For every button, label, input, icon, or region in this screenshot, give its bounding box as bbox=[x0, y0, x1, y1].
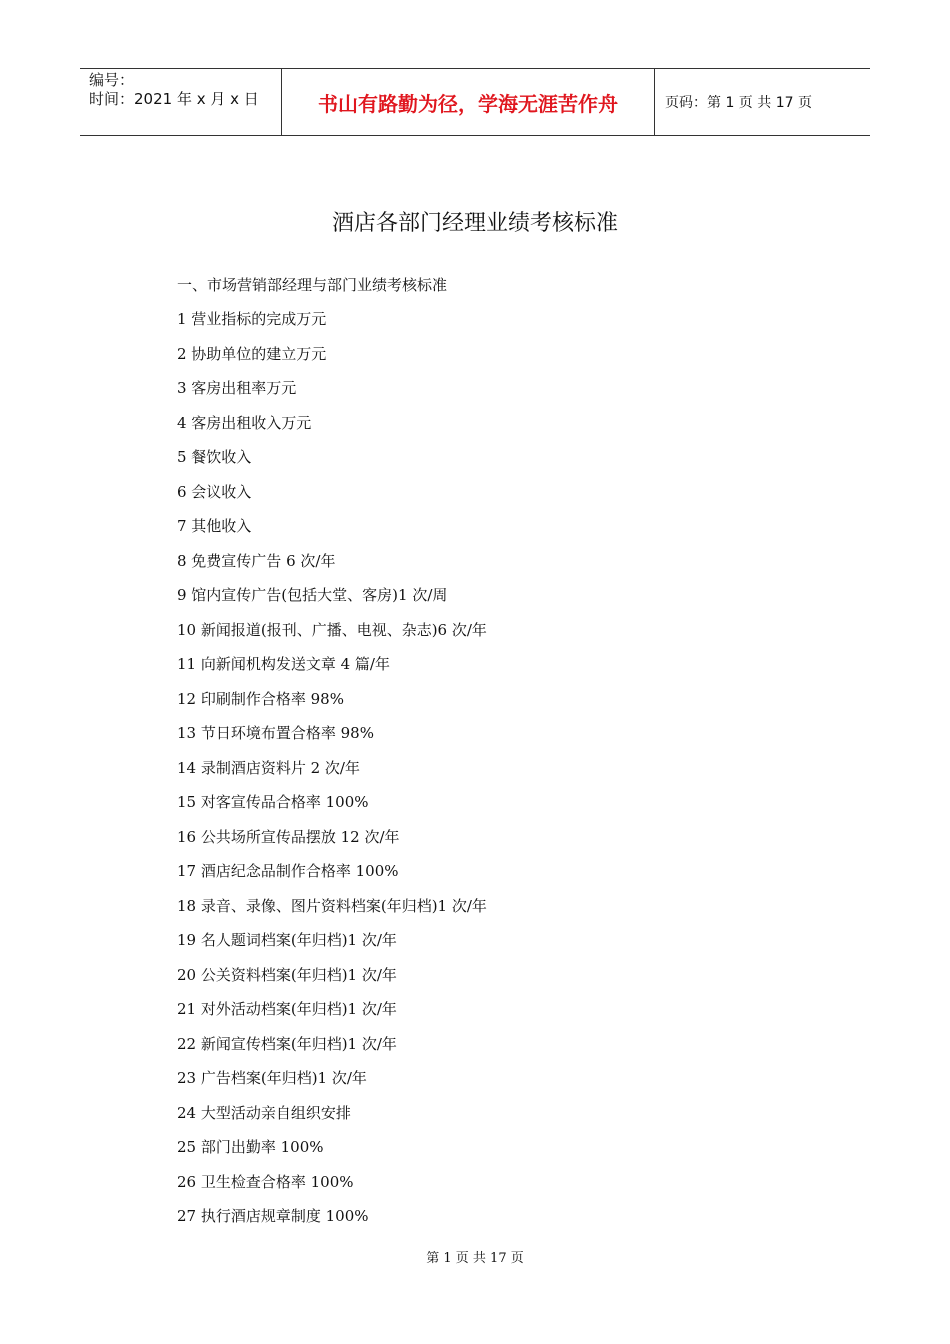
criteria-item: 18 录音、录像、图片资料档案(年归档)1 次/年 bbox=[177, 896, 487, 915]
document-code-label: 编号： bbox=[89, 71, 135, 89]
criteria-item: 21 对外活动档案(年归档)1 次/年 bbox=[177, 1000, 397, 1018]
criteria-item: 17 酒店纪念品制作合格率 100% bbox=[177, 862, 399, 880]
criteria-item: 25 部门出勤率 100% bbox=[177, 1138, 324, 1156]
criteria-item: 26 卫生检查合格率 100% bbox=[177, 1172, 354, 1191]
criteria-item: 9 馆内宣传广告(包括大堂、客房)1 次/周 bbox=[177, 586, 448, 604]
criteria-item: 23 广告档案(年归档)1 次/年 bbox=[177, 1069, 367, 1087]
criteria-item: 7 其他收入 bbox=[177, 517, 252, 535]
criteria-item: 4 客房出租收入万元 bbox=[177, 413, 312, 432]
page-footer: 第 1 页 共 17 页 bbox=[426, 1251, 524, 1266]
criteria-item: 15 对客宣传品合格率 100% bbox=[177, 793, 369, 811]
criteria-list bbox=[177, 309, 487, 1241]
document-title: 酒店各部门经理业绩考核标准 bbox=[331, 211, 618, 236]
criteria-item: 1 营业指标的完成万元 bbox=[177, 310, 327, 328]
header-motto: 书山有路勤为径，学海无涯苦作舟 bbox=[282, 69, 655, 135]
criteria-item: 27 执行酒店规章制度 100% bbox=[177, 1207, 369, 1225]
criteria-item: 11 向新闻机构发送文章 4 篇/年 bbox=[177, 655, 390, 673]
document-date: 时间：2021 年 x 月 x 日 bbox=[89, 90, 259, 108]
criteria-item: 12 印刷制作合格率 98% bbox=[177, 689, 344, 708]
header-meta bbox=[80, 69, 282, 135]
criteria-item: 3 客房出租率万元 bbox=[177, 379, 297, 397]
header-page-info: 页码：第 1 页 共 17 页 bbox=[665, 95, 812, 111]
criteria-item: 20 公关资料档案(年归档)1 次/年 bbox=[177, 965, 397, 984]
criteria-item: 14 录制酒店资料片 2 次/年 bbox=[177, 758, 360, 777]
criteria-item: 6 会议收入 bbox=[177, 482, 252, 501]
criteria-item: 2 协助单位的建立万元 bbox=[177, 344, 327, 363]
criteria-item: 5 餐饮收入 bbox=[177, 448, 252, 466]
criteria-item: 24 大型活动亲自组织安排 bbox=[177, 1103, 351, 1122]
criteria-item: 16 公共场所宣传品摆放 12 次/年 bbox=[177, 827, 400, 846]
criteria-item: 22 新闻宣传档案(年归档)1 次/年 bbox=[177, 1034, 397, 1053]
criteria-item: 8 免费宣传广告 6 次/年 bbox=[177, 551, 336, 570]
criteria-item: 19 名人题词档案(年归档)1 次/年 bbox=[177, 931, 397, 949]
section-heading: 一、市场营销部经理与部门业绩考核标准 bbox=[177, 276, 448, 294]
criteria-item: 13 节日环境布置合格率 98% bbox=[177, 724, 374, 742]
page-header bbox=[80, 68, 870, 136]
criteria-item: 10 新闻报道(报刊、广播、电视、杂志)6 次/年 bbox=[177, 620, 487, 639]
